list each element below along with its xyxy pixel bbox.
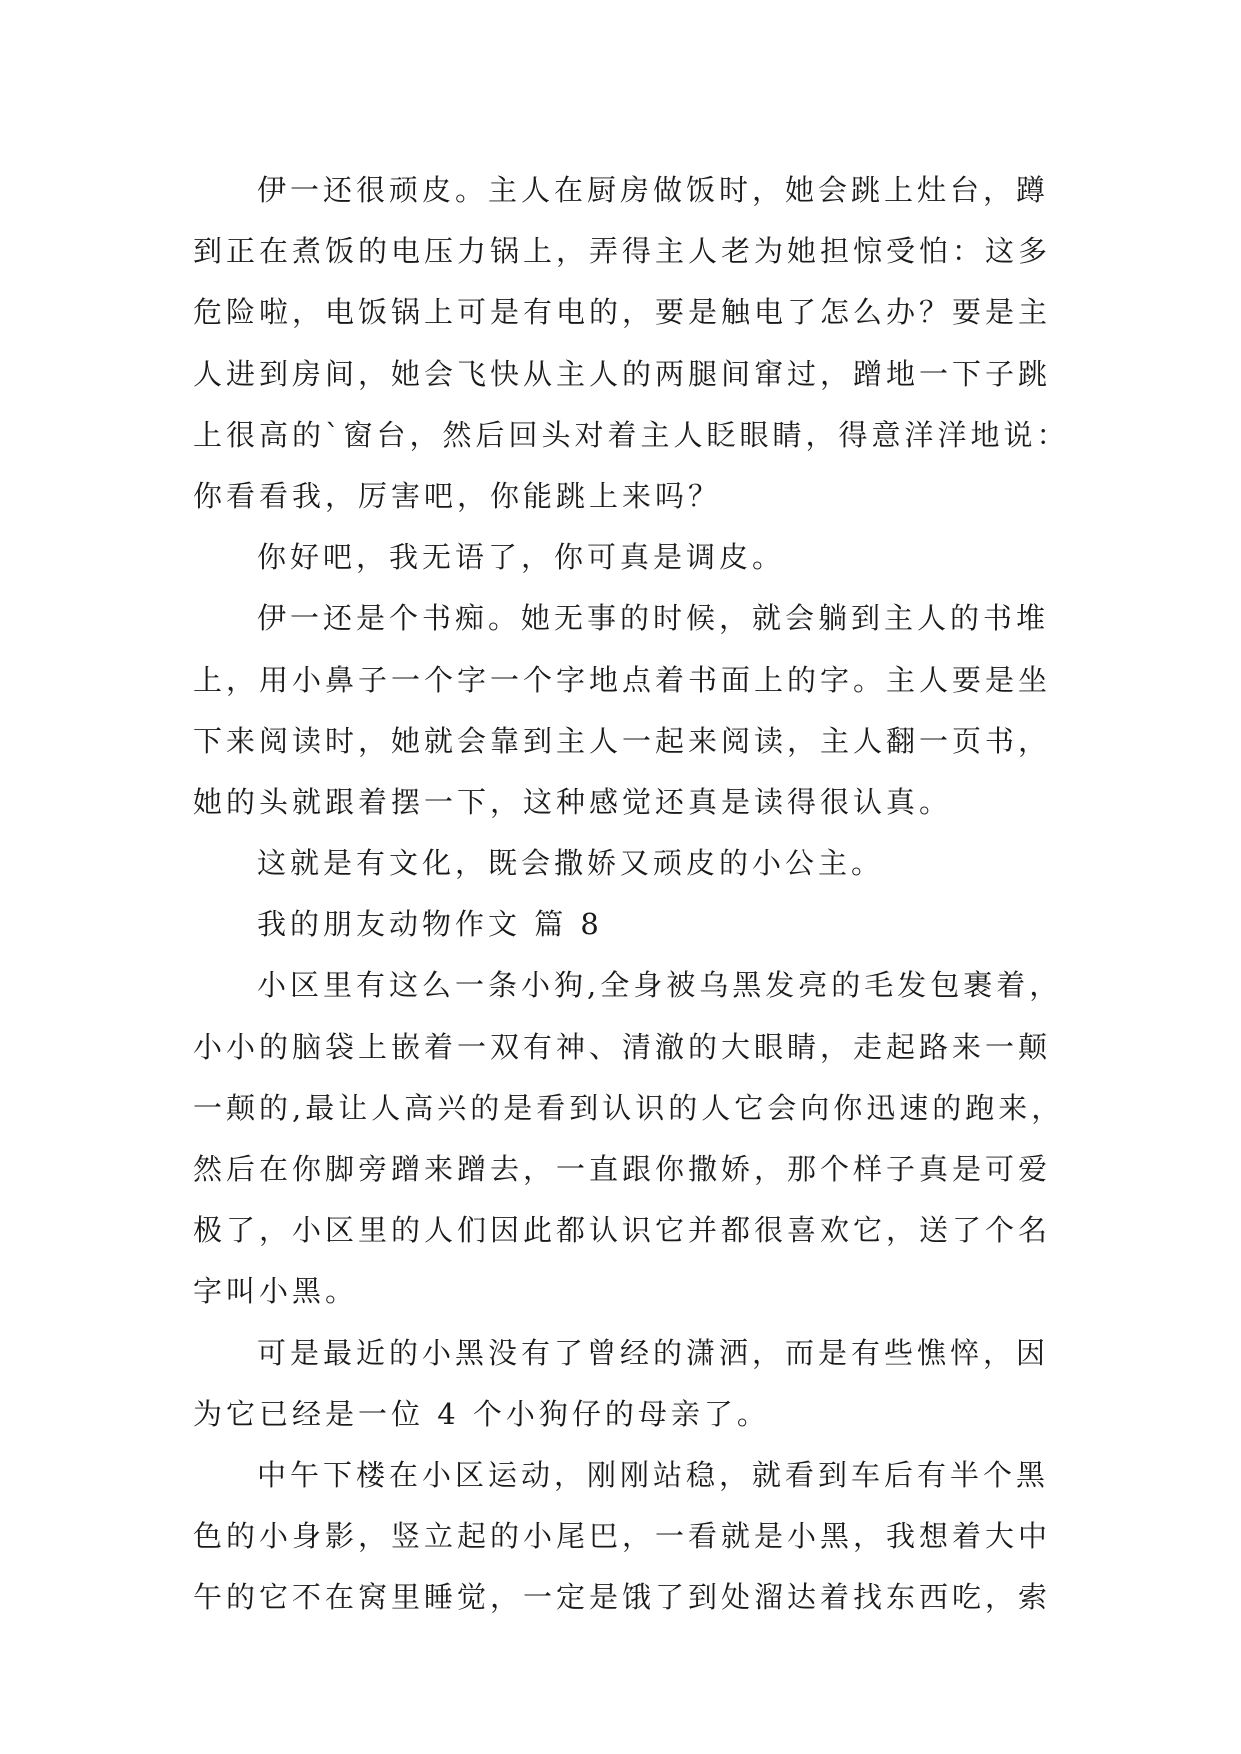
text-line: 下来阅读时，她就会靠到主人一起来阅读，主人翻一页书， [193, 723, 1052, 758]
text-line: 然后在你脚旁蹭来蹭去，一直跟你撒娇，那个样子真是可爱 [193, 1152, 1052, 1186]
text-line: 你看看我，厉害吧，你能跳上来吗？ [193, 478, 722, 513]
heading-text: 我的朋友动物作文 篇 8 [257, 907, 603, 942]
paragraph [193, 955, 1065, 1322]
text-line: 一颠的,最让人高兴的是看到认识的人它会向你迅速的跑来， [193, 1090, 1065, 1125]
paragraph [193, 833, 1053, 894]
paragraph [193, 1323, 1053, 1445]
text-line: 可是最近的小黑没有了曾经的潇洒，而是有些憔悴，因 [257, 1335, 1050, 1370]
text-line: 伊一还是个书痴。她无事的时候，就会躺到主人的书堆 [257, 601, 1050, 636]
document-body [193, 160, 1070, 1629]
section-heading [193, 894, 1053, 955]
text-line: 小小的脑袋上嵌着一双有神、清澈的大眼睛，走起路来一颠 [193, 1029, 1052, 1064]
text-line: 中午下楼在小区运动，刚刚站稳，就看到车后有半个黑 [257, 1457, 1050, 1492]
paragraph [193, 527, 1053, 588]
text-line: 危险啦，电饭锅上可是有电的，要是触电了怎么办？要是主 [193, 295, 1052, 330]
paragraph [193, 160, 1070, 527]
text-line: 伊一还很顽皮。主人在厨房做饭时，她会跳上灶台，蹲 [257, 173, 1050, 207]
text-line: 字叫小黑。 [193, 1274, 359, 1309]
text-line: 人进到房间，她会飞快从主人的两腿间窜过，蹭地一下子跳 [193, 356, 1052, 391]
text-line: 为它已经是一位 4 个小狗仔的母亲了。 [193, 1396, 770, 1431]
text-line: 极了，小区里的人们因此都认识它并都很喜欢它，送了个名 [193, 1213, 1052, 1248]
text-line: 上很高的`窗台，然后回头对着主人眨眼睛，得意洋洋地说： [193, 417, 1070, 452]
text-line: 这就是有文化，既会撒娇又顽皮的小公主。 [257, 846, 885, 881]
paragraph [193, 588, 1053, 833]
text-line: 她的头就跟着摆一下，这种感觉还真是读得很认真。 [193, 784, 953, 819]
text-line: 到正在煮饭的电压力锅上，弄得主人老为她担惊受怕：这多 [193, 234, 1052, 269]
paragraph [193, 1445, 1053, 1629]
text-line: 午的它不在窝里睡觉，一定是饿了到处溜达着找东西吃，索 [193, 1580, 1052, 1615]
text-line: 小区里有这么一条小狗,全身被乌黑发亮的毛发包裹着， [257, 968, 1063, 1003]
text-line: 上，用小鼻子一个字一个字地点着书面上的字。主人要是坐 [193, 662, 1052, 697]
text-line: 色的小身影，竖立起的小尾巴，一看就是小黑，我想着大中 [193, 1519, 1052, 1554]
text-line: 你好吧，我无语了，你可真是调皮。 [257, 540, 786, 575]
